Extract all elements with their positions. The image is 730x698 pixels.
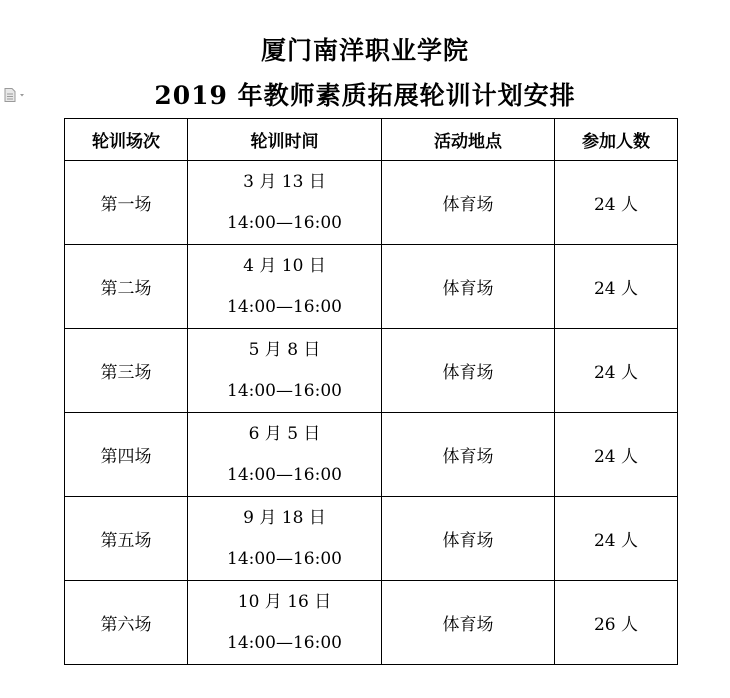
count-cell: 26 人 [555,581,678,665]
session-cell: 第一场 [65,161,188,245]
session-cell: 第二场 [65,245,188,329]
location-cell: 体育场 [382,497,555,581]
header-location: 活动地点 [382,119,555,161]
count-cell: 24 人 [555,245,678,329]
time-cell [188,581,382,665]
time-cell [188,161,382,245]
count-cell: 24 人 [555,161,678,245]
location-cell: 体育场 [382,245,555,329]
document-title: 厦门南洋职业学院 [260,36,469,65]
date-text: 3 月 13 日 [243,171,326,192]
session-cell: 第六场 [65,581,188,665]
document-options-icon[interactable] [4,88,30,102]
time-text: 14:00—16:00 [227,632,342,653]
date-text: 10 月 16 日 [237,591,332,612]
table-row [65,161,678,245]
session-cell: 第四场 [65,413,188,497]
time-cell [188,413,382,497]
session-cell: 第五场 [65,497,188,581]
time-text: 14:00—16:00 [227,380,342,401]
date-text: 4 月 10 日 [243,255,326,276]
count-cell: 24 人 [555,329,678,413]
time-cell [188,329,382,413]
session-cell: 第三场 [65,329,188,413]
date-text: 9 月 18 日 [243,507,326,528]
table-row [65,329,678,413]
location-cell: 体育场 [382,329,555,413]
time-cell [188,245,382,329]
table-row [65,413,678,497]
table-row [65,497,678,581]
date-text: 6 月 5 日 [248,423,321,444]
header-session: 轮训场次 [65,119,188,161]
time-text: 14:00—16:00 [227,212,342,233]
table-row [65,245,678,329]
date-text: 5 月 8 日 [248,339,321,360]
time-cell [188,497,382,581]
count-cell: 24 人 [555,497,678,581]
header-time: 轮训时间 [188,119,382,161]
table-row [65,581,678,665]
header-count: 参加人数 [555,119,678,161]
time-text: 14:00—16:00 [227,464,342,485]
location-cell: 体育场 [382,581,555,665]
time-text: 14:00—16:00 [227,296,342,317]
schedule-table [64,118,678,665]
location-cell: 体育场 [382,413,555,497]
location-cell: 体育场 [382,161,555,245]
document-subtitle: 2019 年教师素质拓展轮训计划安排 [154,81,576,110]
time-text: 14:00—16:00 [227,548,342,569]
count-cell: 24 人 [555,413,678,497]
table-header-row [65,119,678,161]
